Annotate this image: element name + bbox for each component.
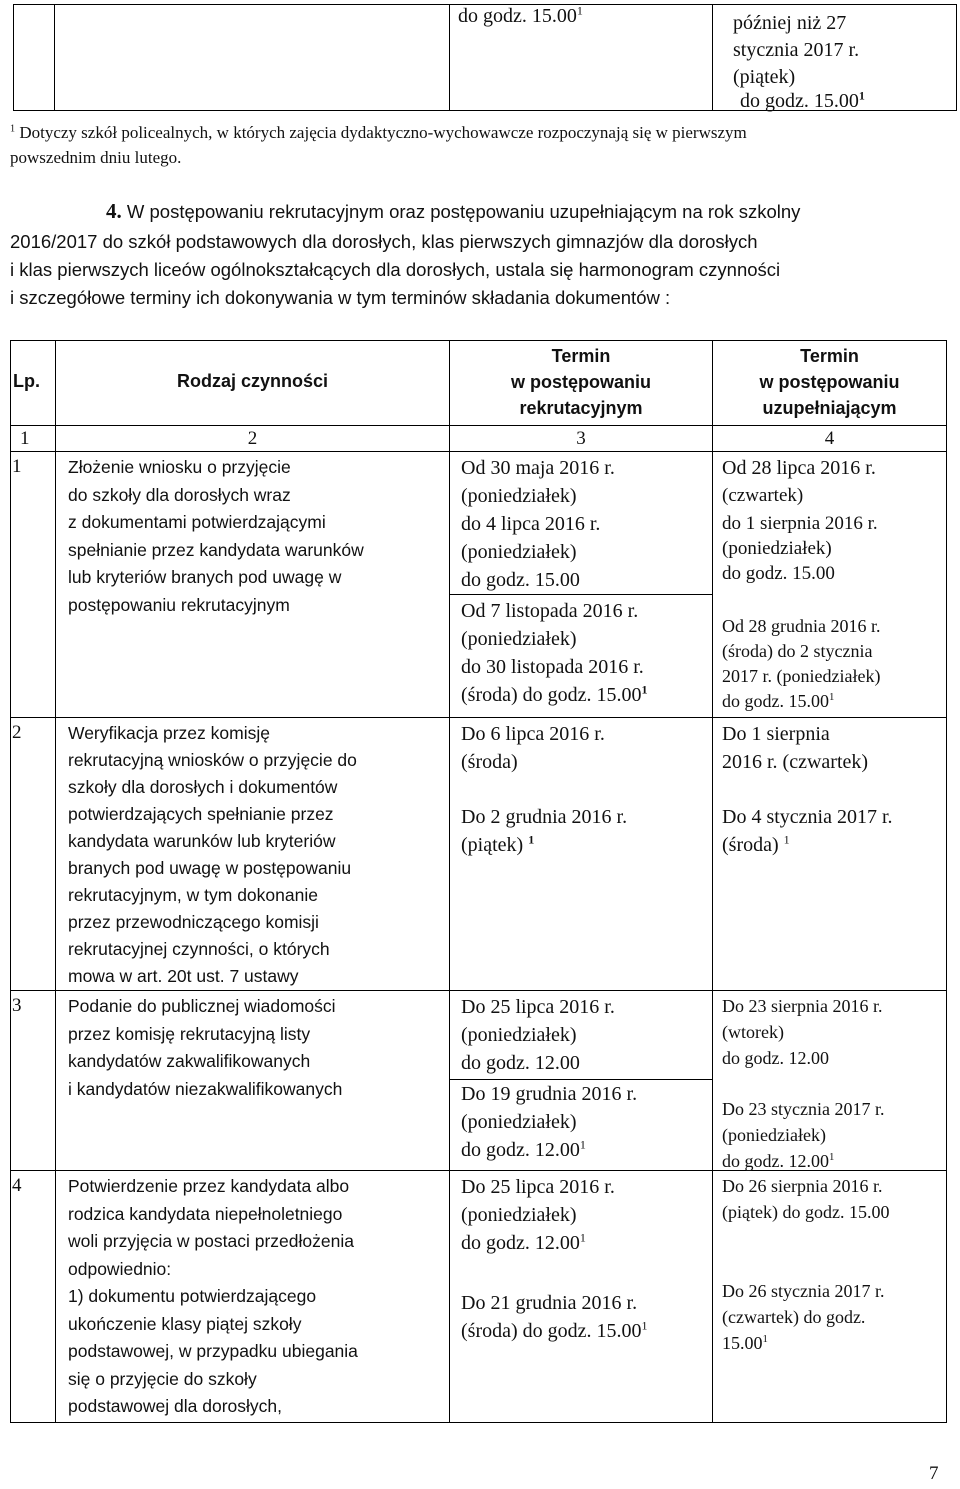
row2-rek-a: Do 6 lipca 2016 r. (środa) [461,723,605,773]
header-rodzaj: Rodzaj czynności [176,371,329,391]
top-rek-line-1: do godz. 15.00$^1$ [458,3,583,27]
row3-uzu-b: Do 23 stycznia 2017 r. (poniedziałek) do godz. 12.00$^1$ [722,1099,885,1171]
header-lp: Lp. [13,371,40,391]
top-uzu-line-2: stycznia 2017 r. [733,39,860,61]
row3-uzu-a: Do 23 sierpnia 2016 r. (wtorek) do godz. 12.00 [722,996,883,1068]
row2-lp: 2 [12,722,22,743]
header-uzu: Termin w postępowaniu uzupełniającym [759,346,900,418]
row3-desc: Podanie do publicznej wiadomości przez komisję rekrutacyjną listy kandydatów zakwalifikowanych i kandydatów niezakwalifikowanych [68,996,343,1099]
row1-uzu-a: Od 28 lipca 2016 r. (czwartek) do 1 sierpnia 2016 r. (poniedziałek) do godz. 15.00 [722,457,878,584]
row2-uzu-b: Do 4 stycznia 2017 r. (środa) $^1$ [722,806,893,856]
paragraph-line-4: i szczegółowe terminy ich dokonywania w tym terminów składania dokumentów : [10,287,671,308]
footnote-line-1: $^1$ Dotyczy szkół policealnych, w których zajęcia dydaktyczno-wychowawcze rozpoczynają się w pierwszym [10,123,747,142]
colnum-1: 1 [20,428,30,449]
colnum-4: 4 [824,428,835,449]
footnote-line-2: powszednim dniu lutego. [10,148,182,167]
row4-rek-a: Do 25 lipca 2016 r. (poniedziałek) do godz. 12.00$^1$ [461,1176,615,1254]
top-uzu-line-3: (piątek) [733,66,796,88]
colnum-3: 3 [576,428,586,449]
row2-desc: Weryfikacja przez komisję rekrutacyjną wniosków o przyjęcie do szkoły dla dorosłych i dokumentów potwierdzających spełnianie przez kandydata warunków lub kryteriów branych pod uwagę w postępowaniu rekrutacyjnym, w tym dokonanie przez przewodniczącego komisji rekrutacyjnej czynności, o których mowa w art. 20t ust. 7 ustawy [68,723,357,986]
row4-uzu-b: Do 26 stycznia 2017 r. (czwartek) do godz. 15.00$^1$ [722,1281,885,1353]
row4-rek-b: Do 21 grudnia 2016 r. (środa) do godz. 15.00$^1$ [461,1292,648,1342]
top-uzu-line-4: do godz. 15.00$^1$ [740,88,865,112]
row3-lp: 3 [12,995,22,1016]
colnum-2: 2 [247,428,258,449]
row3-rek-b: Do 19 grudnia 2016 r. (poniedziałek) do godz. 12.00$^1$ [461,1083,638,1161]
row3-rek-a: Do 25 lipca 2016 r. (poniedziałek) do godz. 12.00 [461,996,615,1074]
paragraph-line-3: i klas pierwszych liceów ogólnokształcących dla dorosłych, ustala się harmonogram czynności [10,259,781,280]
row4-lp: 4 [12,1175,22,1196]
paragraph-line-1: 4. W postępowaniu rekrutacyjnym oraz postępowaniu uzupełniającym na rok szkolny [106,199,801,223]
header-rek: Termin w postępowaniu rekrutacyjnym [510,346,651,418]
page-number: 7 [929,1463,939,1484]
row1-rek-b: Od 7 listopada 2016 r. (poniedziałek) do 30 listopada 2016 r. (środa) do godz. 15.00$^1$ [461,600,648,706]
top-uzu-line-1: później niż 27 [733,12,847,34]
row1-rek-a: Od 30 maja 2016 r. (poniedziałek) do 4 lipca 2016 r. (poniedziałek) do godz. 15.00 [461,457,615,591]
row4-uzu-a: Do 26 sierpnia 2016 r. (piątek) do godz. 15.00 [722,1176,890,1222]
row1-uzu-b: Od 28 grudnia 2016 r. (środa) do 2 stycznia 2017 r. (poniedziałek) do godz. 15.00$^1$ [722,616,881,711]
row1-desc: Złożenie wniosku o przyjęcie do szkoły dla dorosłych wraz z dokumentami potwierdzającymi spełnianie przez kandydata warunków lub kryteriów branych pod uwagę w postępowaniu rekrutacyjnym [68,457,364,615]
row2-rek-b: Do 2 grudnia 2016 r. (piątek) $^1$ [461,806,628,856]
row4-desc: Potwierdzenie przez kandydata albo rodzica kandydata niepełnoletniego woli przyjęcia w postaci przedłożenia odpowiednio: 1) dokumentu potwierdzającego ukończenie klasy piątej szkoły podstawowej, w przypadku ubiegania się o przyjęcie do szkoły podstawowej dla dorosłych, [68,1176,358,1416]
paragraph-line-2: 2016/2017 do szkół podstawowych dla dorosłych, klas pierwszych gimnazjów dla dorosłych [10,231,758,252]
row1-lp: 1 [12,456,22,477]
row2-uzu-a: Do 1 sierpnia 2016 r. (czwartek) [722,723,869,773]
